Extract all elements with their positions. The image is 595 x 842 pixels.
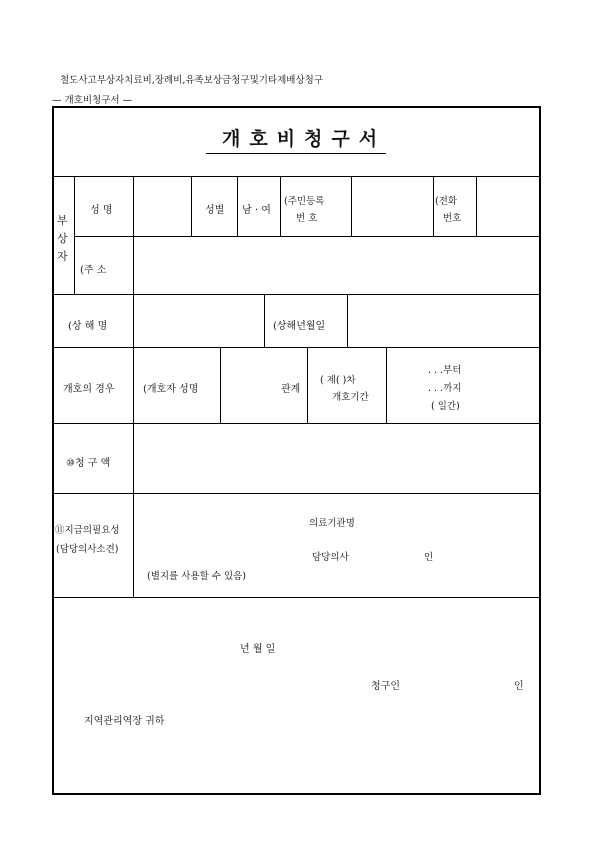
r1-v5 (351, 176, 352, 236)
rule-4 (52, 347, 540, 348)
phone-field[interactable] (478, 178, 538, 235)
phone-label-2: 번호 (443, 213, 462, 224)
frame-bottom (52, 793, 541, 795)
care-case-label: 개호의 경우 (63, 384, 115, 395)
r1-v7 (476, 176, 477, 236)
caregiver-name-label: (개호자 성명 (143, 384, 199, 395)
claim-amount-field[interactable] (135, 425, 538, 492)
r6-v1 (133, 493, 134, 597)
rule-5 (52, 423, 540, 424)
gender-label: 성별 (205, 205, 225, 216)
care-period-label-2: 개호기간 (332, 392, 369, 403)
r4-v2 (220, 347, 221, 423)
period-days[interactable]: ( 일간) (431, 401, 460, 412)
necessity-label-2: (담당의사소견) (56, 544, 119, 555)
date-line[interactable]: 년 월 일 (240, 644, 276, 655)
address-label: (주 소 (80, 265, 107, 276)
claim-amount-label: ⑩청 구 액 (66, 458, 111, 469)
r1-v6 (433, 176, 434, 236)
addressee: 지역관리역장 귀하 (84, 716, 165, 727)
claimant-label: 청구인 (371, 681, 400, 692)
form-title: 개호비청구서 (222, 128, 387, 150)
r3-v1 (133, 294, 134, 347)
injury-date-field[interactable] (349, 296, 538, 346)
frame-right (539, 106, 541, 795)
injured-col-divider (74, 176, 75, 294)
r4-v3 (307, 347, 308, 423)
relation-label: 관계 (281, 384, 301, 395)
injury-date-label: (상해년월일 (273, 321, 326, 332)
rrn-label-2: 번 호 (296, 213, 318, 224)
r5-v1 (133, 423, 134, 493)
injury-name-label: (상 해 명 (68, 321, 108, 332)
injured-label: 부상자 (57, 214, 68, 263)
doctor-label: 담당의사 (312, 552, 349, 563)
frame-top (52, 106, 541, 108)
care-period-label-1: ( 제( )차 (320, 375, 356, 386)
name-label: 성 명 (90, 205, 113, 216)
rule-6 (52, 493, 540, 494)
form-subtitle: — 개호비청구서 — (52, 95, 133, 106)
claimant-seal: 인 (514, 681, 524, 692)
gender-options[interactable]: 남 · 여 (242, 205, 271, 216)
rrn-field[interactable] (353, 178, 432, 235)
medical-institution-label: 의료기관명 (309, 518, 355, 529)
title-underline (206, 153, 386, 154)
r3-v3 (347, 294, 348, 347)
regulation-title: 철도사고부상자치료비,장례비,유족보상금청구및기타제배상청구 (60, 75, 323, 86)
r4-v1 (133, 347, 134, 423)
rule-1 (52, 176, 540, 177)
r3-v2 (264, 294, 265, 347)
rrn-label-1: (주민등록 (284, 196, 325, 207)
rule-2 (74, 236, 540, 237)
r1-v1 (133, 176, 134, 236)
doctor-seal: 인 (424, 552, 434, 563)
address-field[interactable] (135, 238, 538, 293)
rule-3 (52, 294, 540, 295)
rule-7 (52, 597, 540, 598)
r1-v3 (237, 176, 238, 236)
necessity-label-1: ⑪지급의필요성 (55, 525, 120, 536)
period-from[interactable]: . . .부터 (428, 365, 462, 376)
r1-v2 (191, 176, 192, 236)
name-field[interactable] (135, 178, 190, 235)
phone-label-1: (전화 (435, 196, 458, 207)
r2-v1 (133, 236, 134, 294)
attachment-note: (별지를 사용할 수 있음) (147, 571, 247, 582)
frame-left (52, 106, 54, 795)
r4-v4 (386, 347, 387, 423)
injury-name-field[interactable] (135, 296, 263, 346)
period-to[interactable]: . . .까지 (428, 383, 462, 394)
r1-v4 (280, 176, 281, 236)
